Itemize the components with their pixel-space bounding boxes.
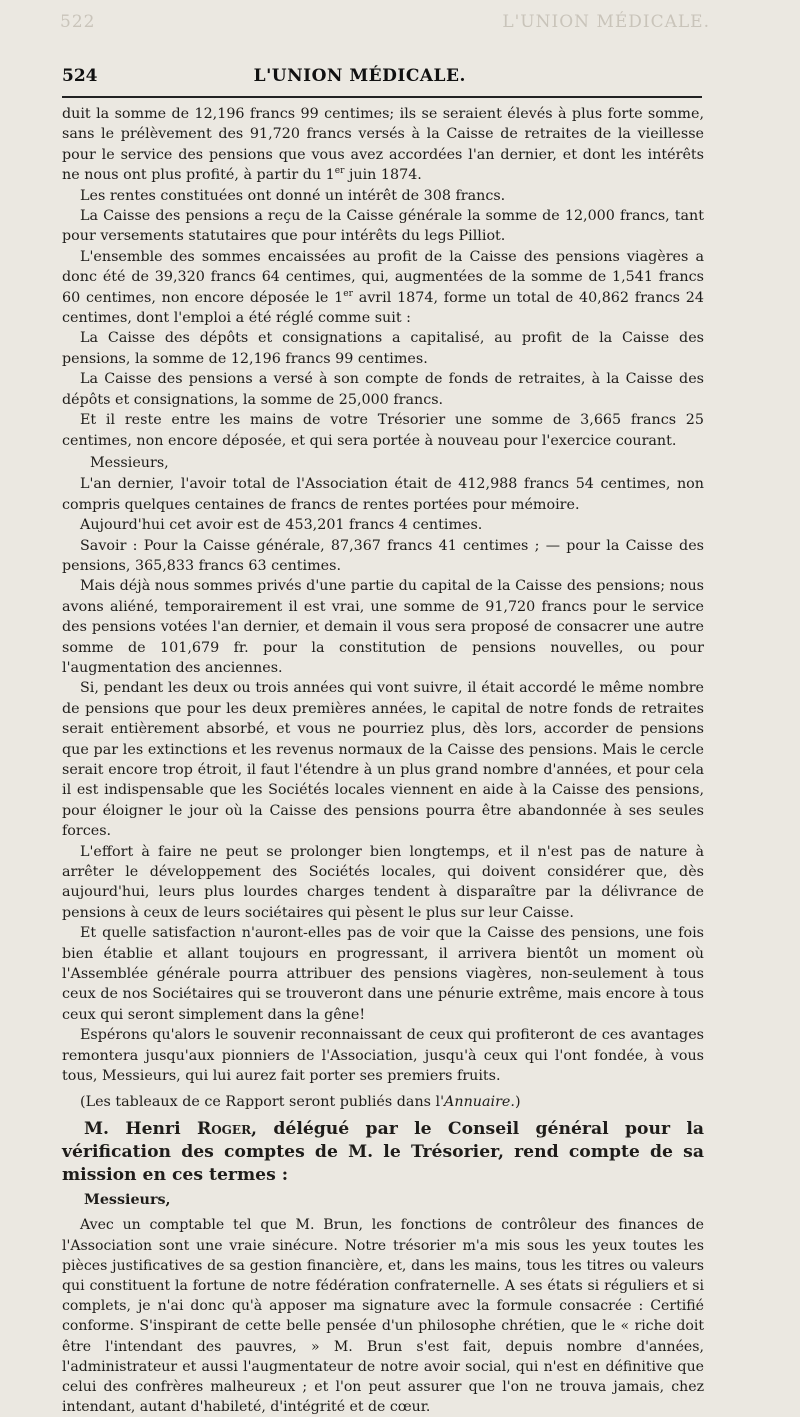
editorial-note [62,1092,704,1112]
intro-text: M. Henri [84,1118,197,1139]
paragraph: Et quelle satisfaction n'auront-elles pas de voir que la Caisse des pensions, une fois bien établie et allant toujours en progressant, il arrivera bientôt un moment où l'Assemblée générale pourra attribuer des pensions viagères, non-seulement à tous ceux de nos Sociétaires qui se trouveront dans une pénurie extrême, mais encore à tous ceux qui seront simplement dans la gêne! [62,925,704,1023]
paragraph: La Caisse des dépôts et consignations a capitalisé, au profit de la Caisse des pensions, la somme de 12,196 francs 99 centimes. [62,330,704,367]
paragraph-text: avril 1874, forme un total de 40,862 francs 24 centimes, dont l'emploi a été réglé comme suit : [62,289,704,327]
bleed-through-header [60,12,750,32]
paragraph: Et il reste entre les mains de votre Trésorier une somme de 3,665 francs 25 centimes, non encore déposée, et qui sera portée à nouveau pour l'exercice courant. [62,412,704,449]
bleed-through-title: L'UNION MÉDICALE. [502,12,710,32]
salutation: Messieurs, [84,1191,171,1208]
paragraph: La Caisse des pensions a versé à son compte de fonds de retraites, à la Caisse des dépôts et consignations, la somme de 25,000 francs. [62,371,704,408]
paragraph [62,247,704,329]
bleed-through-page-number: 522 [60,12,96,32]
section-intro [62,1118,704,1187]
paragraph: Espérons qu'alors le souvenir reconnaissant de ceux qui profiteront de ces avantages remontera jusqu'aux pionniers de l'Association, jusqu'à ceux qui l'ont fondée, à vous tous, Messieurs, qui lui aurez fait porter ses premiers fruits. [62,1027,704,1085]
paragraph: Avec un comptable tel que M. Brun, les fonctions de contrôleur des finances de l'Association sont une vraie sinécure. Notre trésorier m'a mis sous les yeux toutes les pièces justificatives de sa gestion financière, et, dans les mains, tous les titres ou valeurs qui constituent la fortune de notre fédération confraternelle. A ses états si réguliers et si complets, je n'ai donc qu'à apposer ma signature avec la formule consacrée : Certifié conforme. S'inspirant de cette belle pensée d'un philosophe chrétien, que le « riche doit être l'intendant des pauvres, » M. Brun s'est fait, depuis nombre d'années, l'administrateur et aussi l'augmentateur de notre avoir social, qui n'est en définitive que celui des confrères malheureux ; et l'on peut assurer que l'on ne trouva jamais, chez intendant, autant d'habileté, d'intégrité et de cœur. [62,1217,704,1416]
page-body [62,104,704,1417]
journal-title: L'UNION MÉDICALE. [253,66,466,86]
paragraph-text: 1 [325,167,335,184]
speaker-name: Roger [196,1118,252,1139]
note-italic: Annuaire. [444,1093,515,1110]
paragraph [62,104,704,186]
header-rule [62,96,702,98]
paragraph: Les rentes constituées ont donné un intérêt de 308 francs. [80,187,506,204]
note-text: (Les tableaux de ce Rapport seront publiés dans l' [80,1093,445,1110]
paragraph: Si, pendant les deux ou trois années qui vont suivre, il était accordé le même nombre de pensions que pour les deux premières années, le capital de notre fonds de retraites serait entièrement absorbé, et vous ne pourriez plus, dès lors, accorder de pensions que par les extinctions et les revenus normaux de la Caisse des pensions. Mais le cercle serait encore trop étroit, il faut l'étendre à un plus grand nombre d'années, et pour cela il est indispensable que les Sociétés locales viennent en aide à la Caisse des pensions, pour éloigner le jour où la Caisse des pensions pourra être abandonnée à ses seules forces. [62,680,704,840]
paragraph-text: duit la somme de 12,196 francs 99 centimes; ils se seraient élevés à plus forte somme, sans le prélèvement des 91,720 francs versés à la Caisse de retraites de la vieillesse pour le service des pensions que vous avez accordées l'an dernier, et dont les intérêts ne nous ont plus profité, à partir du [62,106,704,184]
paragraph: Savoir : Pour la Caisse générale, 87,367 francs 41 centimes ; — pour la Caisse des pensions, 365,833 francs 63 centimes. [62,537,704,574]
superscript: er [343,288,353,299]
paragraph: L'effort à faire ne peut se prolonger bien longtemps, et il n'est pas de nature à arrêter le développement des Sociétés locales, qui doivent considérer que, dès aujourd'hui, leurs plus lourdes charges tendent à disparaître par la délivrance de pensions à ceux de leurs sociétaires qui pèsent le plus sur leur Caisse. [62,843,704,921]
page-number: 524 [62,66,98,86]
paragraph-text: juin 1874. [344,167,422,184]
paragraph: Mais déjà nous sommes privés d'une partie du capital de la Caisse des pensions; nous avons aliéné, temporairement il est vrai, une somme de 91,720 francs pour le service des pensions votées l'an dernier, et demain il vous sera proposé de consacrer une autre somme de 101,679 fr. pour la constitution de pensions nouvelles, ou pour l'augmentation des anciennes. [62,578,704,676]
intro-text: , délégué par le Conseil général pour la vérification des comptes de M. le Trésorier, rend compte de sa mission en ces termes : [62,1118,705,1185]
running-header [62,66,702,86]
note-text: ) [514,1093,521,1110]
paragraph: La Caisse des pensions a reçu de la Caisse générale la somme de 12,000 francs, tant pour versements statutaires que pour intérêts du legs Pilliot. [62,208,704,245]
paragraph: L'an dernier, l'avoir total de l'Association était de 412,988 francs 54 centimes, non compris quelques centaines de francs de rentes portées pour mémoire. [62,476,704,513]
paragraph: Aujourd'hui cet avoir est de 453,201 francs 4 centimes. [80,517,483,534]
superscript: er [334,166,345,177]
paragraph-text: L'ensemble des sommes encaissées au profit de la Caisse des pensions viagères a donc été de 39,320 francs 64 centimes, qui, augmentées de la somme de 1,541 francs 60 centimes, non encore déposée le 1 [62,248,704,306]
salutation: Messieurs, [90,454,169,471]
